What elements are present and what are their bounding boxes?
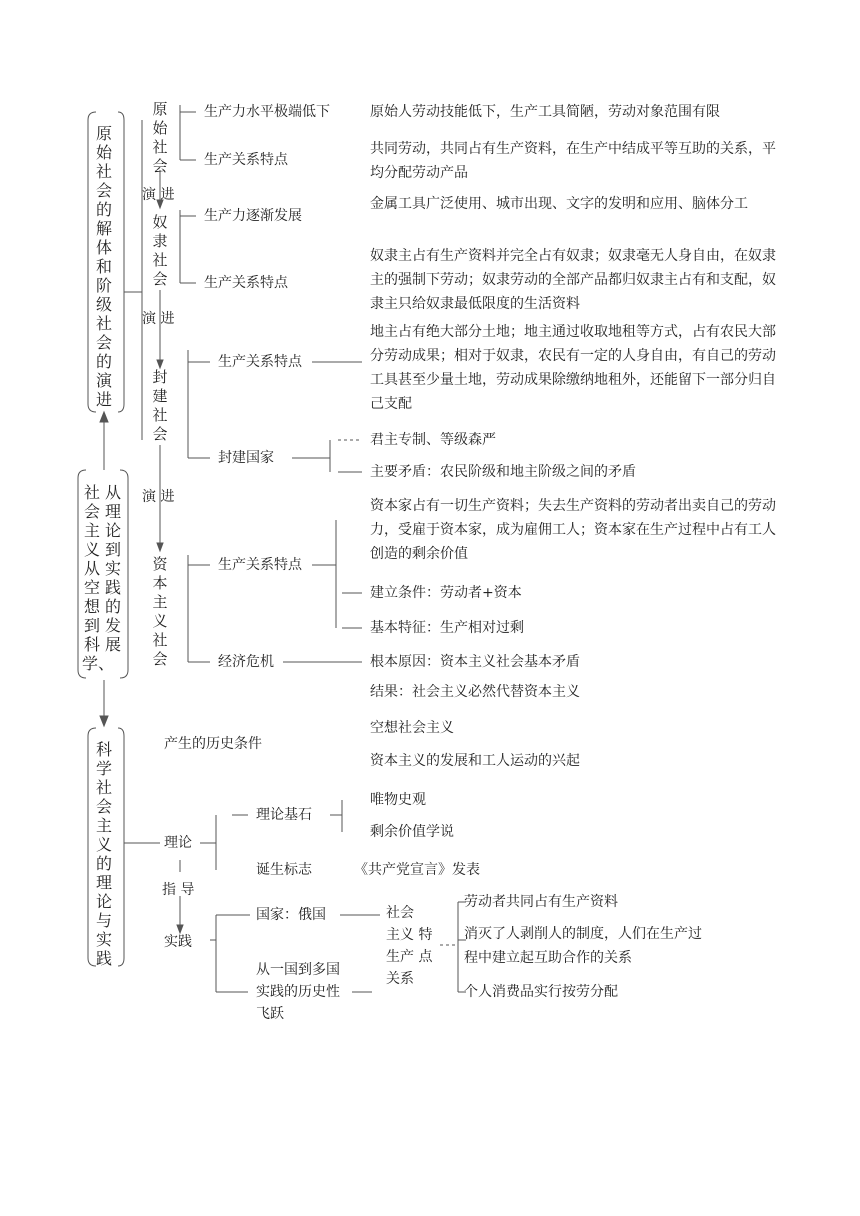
socialist-features-label-l3: 生产 点 (386, 949, 433, 965)
primitive-relations-desc: 共同劳动，共同占有生产资料，在生产中结成平等互助的关系，平均分配劳动产品 (370, 141, 776, 181)
feature-a: 劳动者共同占有生产资料 (464, 894, 618, 910)
historical-conditions-label: 产生的历史条件 (164, 736, 262, 752)
primitive-productivity-desc: 原始人劳动技能低下，生产工具简陋，劳动对象范围有限 (370, 104, 720, 120)
historical-condition-b: 资本主义的发展和工人运动的兴起 (370, 753, 580, 769)
socialist-features-label-l4: 关系 (386, 971, 414, 987)
slave-relations-label: 生产关系特点 (204, 275, 288, 291)
evolve-label-2: 演 进 (142, 311, 175, 327)
stage-slave: 奴隶社会 (152, 213, 168, 288)
section-2-label-b: 社会主义从空想到科学、 (82, 483, 115, 673)
birth-mark-value: 《共产党宣言》发表 (354, 862, 480, 878)
capitalist-feature: 基本特征：生产相对过剩 (370, 620, 524, 636)
economic-crisis-label: 经济危机 (218, 654, 274, 670)
birth-mark-label: 诞生标志 (256, 862, 312, 878)
capitalist-relations-desc: 资本家占有一切生产资料；失去生产资料的劳动者出卖自己的劳动力，受雇于资本家，成为雇佣工人；资本家在生产过程中占有工人创造的剩余价值 (370, 498, 776, 562)
capitalist-condition: 建立条件：劳动者+资本 (370, 585, 522, 601)
capitalist-relations-label: 生产关系特点 (218, 557, 302, 573)
socialist-features-label-l1: 社会 (386, 905, 414, 921)
feudal-relations-desc: 地主占有绝大部分土地；地主通过收取地租等方式，占有农民大部分劳动成果；相对于奴隶，农民有一定的人身自由，有自己的劳动工具甚至少量土地，劳动成果除缴纳地租外，还能留下一部分归自己支配 (370, 324, 776, 412)
feudal-state-label: 封建国家 (218, 450, 274, 466)
theory-base-b: 剩余价值学说 (370, 824, 454, 840)
feature-c: 个人消费品实行按劳分配 (464, 984, 618, 1000)
theory-base-label: 理论基石 (256, 807, 312, 823)
feature-b: 消灭了人剥削人的制度，人们在生产过程中建立起互助合作的关系 (464, 926, 702, 966)
section-1-label: 原始社会的解体和阶级社会的演进 (95, 124, 112, 409)
feudal-state-b: 主要矛盾：农民阶级和地主阶级之间的矛盾 (370, 464, 636, 480)
feudal-relations-label: 生产关系特点 (218, 354, 302, 370)
slave-relations-desc: 奴隶主占有生产资料并完全占有奴隶；奴隶毫无人身自由，在奴隶主的强制下劳动；奴隶劳动的全部产品都归奴隶主占有和支配，奴隶主只给奴隶最低限度的生活资料 (370, 248, 776, 312)
evolve-label-1: 演 进 (142, 187, 175, 203)
guide-label: 指 导 (162, 882, 195, 898)
evolve-label-3: 演 进 (142, 489, 175, 505)
theory-label: 理论 (164, 835, 192, 851)
leap-label-l2: 实践的历史性 (256, 984, 340, 1000)
crisis-cause: 根本原因：资本主义社会基本矛盾 (370, 654, 580, 670)
country-label: 国家：俄国 (256, 907, 326, 923)
primitive-relations-label: 生产关系特点 (204, 152, 288, 168)
stage-capitalist: 资本主义社会 (152, 555, 168, 668)
primitive-productivity-label: 生产力水平极端低下 (204, 104, 330, 120)
feudal-state-a: 君主专制、等级森严 (370, 432, 496, 448)
stage-primitive: 原始社会 (152, 100, 168, 175)
historical-condition-a: 空想社会主义 (370, 720, 454, 736)
theory-base-a: 唯物史观 (370, 792, 426, 808)
leap-label-l1: 从一国到多国 (256, 962, 340, 978)
socialist-features-label-l2: 主义 特 (386, 927, 433, 943)
stage-feudal: 封建社会 (152, 368, 168, 443)
practice-label: 实践 (164, 934, 192, 950)
leap-label-l3: 飞跃 (256, 1006, 284, 1022)
section-3-label: 科学社会主义的理论与实践 (95, 740, 112, 968)
section-2-label-a: 从理论到实践的发展 (104, 483, 121, 654)
slave-productivity-desc: 金属工具广泛使用、城市出现、文字的发明和应用、脑体分工 (370, 196, 748, 212)
slave-productivity-label: 生产力逐渐发展 (204, 208, 302, 224)
crisis-result: 结果：社会主义必然代替资本主义 (370, 684, 580, 700)
